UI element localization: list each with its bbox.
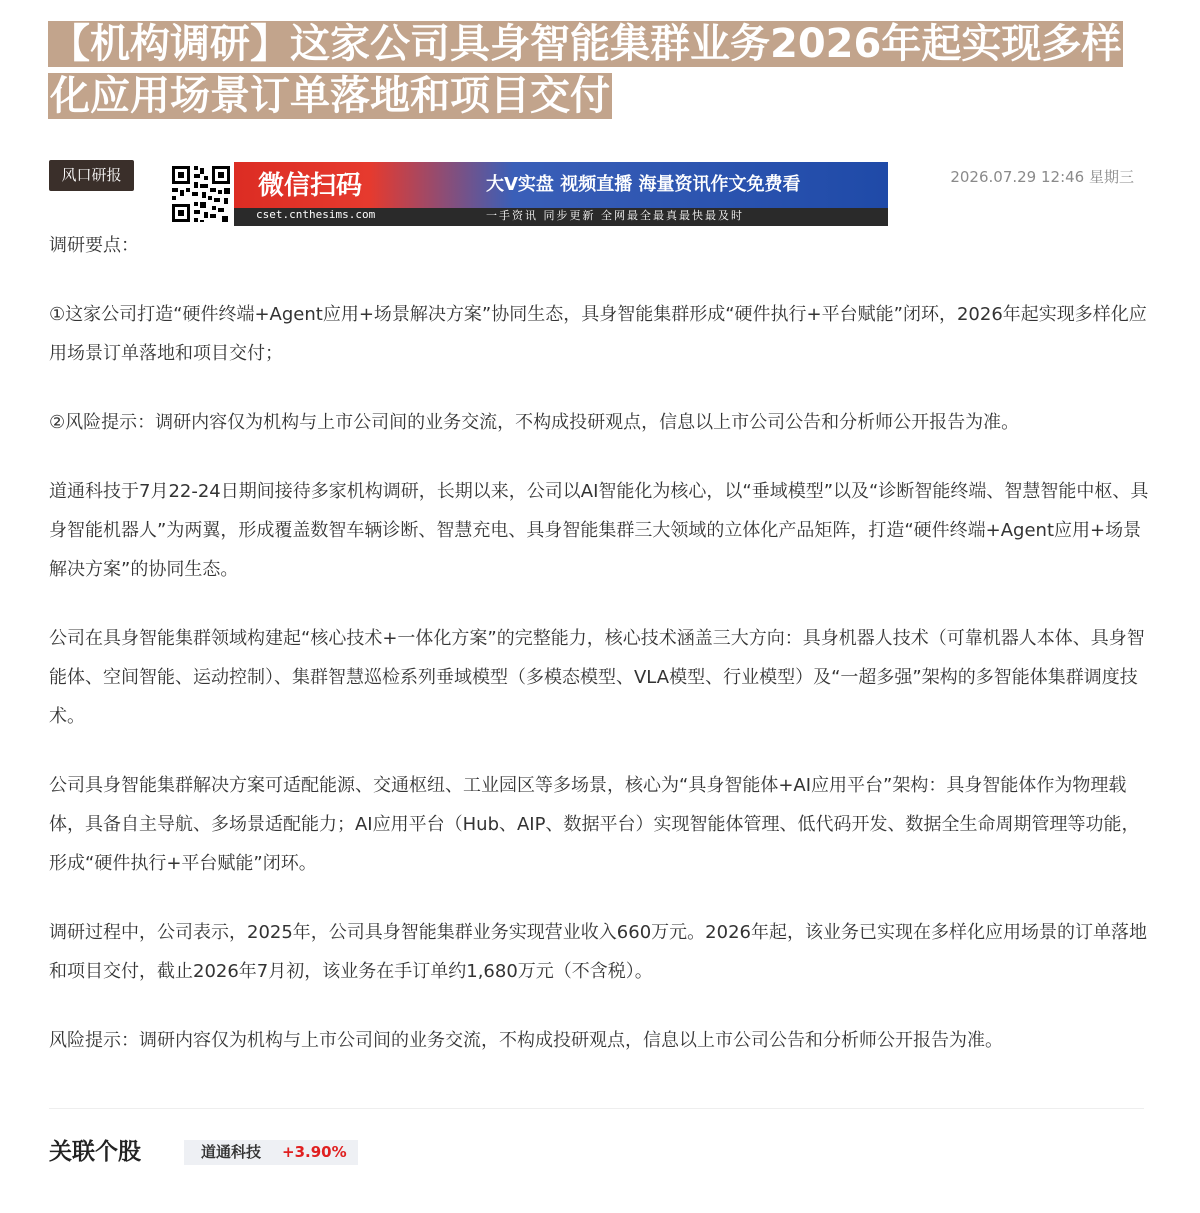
stock-change: +3.90%: [282, 1143, 347, 1161]
ad-banner[interactable]: [168, 162, 888, 226]
body-paragraph: ②风险提示：调研内容仅为机构与上市公司间的业务交流，不构成投研观点，信息以上市公司公告和分析师公开报告为准。: [49, 412, 1020, 433]
publish-date: 2026.07.29 12:46 星期三: [950, 168, 1134, 186]
article-body: [49, 226, 1149, 1090]
banner-url: cset.cnthesims.com: [256, 208, 376, 221]
qr-code-icon: [168, 162, 234, 226]
related-stocks-title: 关联个股: [49, 1139, 141, 1165]
section-divider: [49, 1108, 1144, 1109]
banner-qr-label: 微信扫码: [258, 171, 363, 201]
body-paragraph: 风险提示：调研内容仅为机构与上市公司间的业务交流，不构成投研观点，信息以上市公司公告和分析师公开报告为准。: [49, 1030, 1003, 1051]
category-tag[interactable]: 风口研报: [49, 160, 134, 191]
body-heading: 调研要点：: [49, 235, 139, 256]
body-paragraph: 道通科技于7月22-24日期间接待多家机构调研，长期以来，公司以AI智能化为核心，以“垂域模型”以及“诊断智能终端、智慧智能中枢、具身智能机器人”为两翼，形成覆盖数智车辆诊断、智慧充电、具身智能集群三大领域的立体化产品矩阵，打造“硬件终端+Agent应用+场景解决方案”的协同生态。: [49, 481, 1149, 580]
banner-subtitle: 一手资讯 同步更新 全网最全最真最快最及时: [486, 209, 744, 222]
article-title: 【机构调研】这家公司具身智能集群业务2026年起实现多样化应用场景订单落地和项目交付: [50, 21, 1122, 119]
related-stock-chip[interactable]: [184, 1140, 358, 1165]
body-paragraph: 调研过程中，公司表示，2025年，公司具身智能集群业务实现营业收入660万元。2026年起，该业务已实现在多样化应用场景的订单落地和项目交付，截止2026年7月初，该业务在手订单约1,680万元（不含税）。: [49, 922, 1147, 982]
banner-slogan: 大V实盘 视频直播 海量资讯作文免费看: [486, 174, 801, 195]
body-paragraph: 公司具身智能集群解决方案可适配能源、交通枢纽、工业园区等多场景，核心为“具身智能体+AI应用平台”架构：具身智能体作为物理载体，具备自主导航、多场景适配能力；AI应用平台（Hub、AIP、数据平台）实现智能体管理、低代码开发、数据全生命周期管理等功能，形成“硬件执行+平台赋能”闭环。: [49, 775, 1140, 874]
stock-name: 道通科技: [201, 1143, 262, 1161]
body-paragraph: 公司在具身智能集群领域构建起“核心技术+一体化方案”的完整能力，核心技术涵盖三大方向：具身机器人技术（可靠机器人本体、具身智能体、空间智能、运动控制）、集群智慧巡检系列垂域模型（多模态模型、VLA模型、行业模型）及“一超多强”架构的多智能体集群调度技术。: [49, 628, 1145, 727]
body-paragraph: ①这家公司打造“硬件终端+Agent应用+场景解决方案”协同生态，具身智能集群形成“硬件执行+平台赋能”闭环，2026年起实现多样化应用场景订单落地和项目交付；: [49, 304, 1147, 364]
